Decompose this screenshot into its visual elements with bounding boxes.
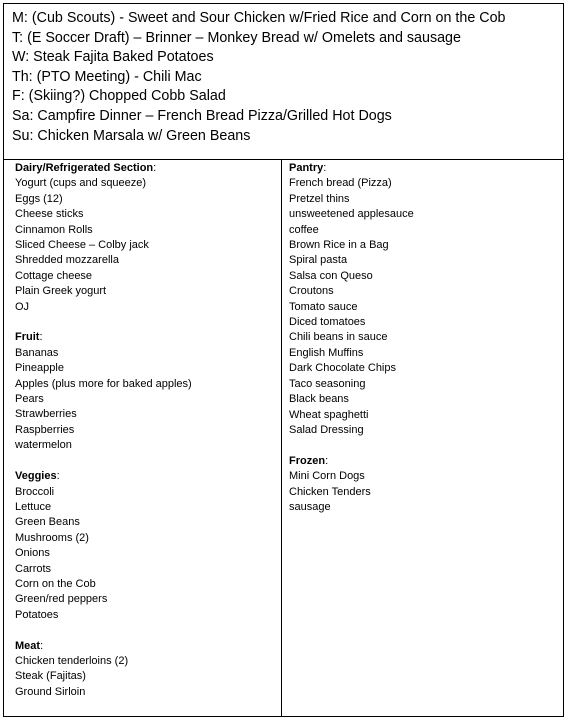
list-item: Plain Greek yogurt	[15, 285, 107, 298]
list-item: Croutons	[289, 285, 334, 298]
list-item: Brown Rice in a Bag	[289, 239, 389, 252]
list-item: Shredded mozzarella	[15, 254, 119, 267]
section-heading-text: Meat	[15, 639, 41, 652]
menu-line-sunday: Su: Chicken Marsala w/ Green Beans	[12, 127, 251, 144]
section-heading	[15, 469, 281, 484]
menu-line-saturday: Sa: Campfire Dinner – French Bread Pizza/Grilled Hot Dogs	[12, 107, 392, 124]
section-veggies	[15, 469, 281, 623]
section-dairy-refrigerated-section	[15, 161, 281, 315]
list-item: Potatoes	[15, 608, 59, 621]
list-item: Salad Dressing	[289, 423, 364, 436]
section-heading-colon: :	[39, 331, 43, 344]
list-item: unsweetened applesauce	[289, 208, 414, 221]
list-item: Lettuce	[15, 500, 52, 513]
list-item: Apples (plus more for baked apples)	[15, 377, 192, 390]
list-item: Diced tomatoes	[289, 316, 366, 329]
list-item: Spiral pasta	[289, 254, 348, 267]
list-item: Steak (Fajitas)	[15, 670, 86, 683]
list-item: Chili beans in sauce	[289, 331, 388, 344]
section-heading	[15, 330, 281, 345]
list-item: sausage	[289, 500, 331, 513]
section-heading	[15, 161, 281, 176]
list-item: Bananas	[15, 346, 59, 359]
list-item: Corn on the Cob	[15, 577, 96, 590]
grocery-list-left-column	[4, 160, 282, 716]
grocery-list-right-column	[282, 160, 563, 716]
section-heading-text: Veggies	[15, 470, 57, 483]
list-item: Wheat spaghetti	[289, 408, 369, 421]
list-item: Strawberries	[15, 408, 77, 421]
weekly-menu	[4, 4, 563, 160]
list-item: Sliced Cheese – Colby jack	[15, 239, 149, 252]
section-heading-colon: :	[325, 454, 329, 467]
section-meat	[15, 639, 281, 701]
list-item: Pretzel thins	[289, 192, 350, 205]
list-item: Ground Sirloin	[15, 685, 86, 698]
menu-line-tuesday: T: (E Soccer Draft) – Brinner – Monkey Bread w/ Omelets and sausage	[12, 29, 461, 46]
list-item: coffee	[289, 223, 319, 236]
list-item: Dark Chocolate Chips	[289, 362, 396, 375]
menu-line-monday: M: (Cub Scouts) - Sweet and Sour Chicken w/Fried Rice and Corn on the Cob	[12, 10, 506, 26]
list-item: Taco seasoning	[289, 377, 366, 390]
section-heading-colon: :	[40, 639, 44, 652]
menu-line-thursday: Th: (PTO Meeting) - Chili Mac	[12, 68, 202, 85]
list-item: Chicken tenderloins (2)	[15, 654, 129, 667]
section-heading-text: Fruit	[15, 331, 40, 344]
section-heading-text: Frozen	[289, 454, 326, 467]
list-item: Cottage cheese	[15, 269, 93, 282]
list-item: Pears	[15, 393, 44, 406]
list-item: French bread (Pizza)	[289, 177, 392, 190]
list-item: Green Beans	[15, 516, 80, 529]
section-heading-text: Dairy/Refrigerated Section	[15, 162, 154, 174]
section-heading-colon: :	[323, 162, 327, 174]
section-fruit	[15, 330, 281, 453]
section-heading-text: Pantry	[289, 162, 324, 174]
list-item: Mini Corn Dogs	[289, 470, 365, 483]
meal-plan-document	[3, 3, 564, 717]
list-item: Black beans	[289, 393, 349, 406]
section-heading	[289, 454, 563, 469]
list-item: Carrots	[15, 562, 52, 575]
list-item: Mushrooms (2)	[15, 531, 89, 544]
list-item: Green/red peppers	[15, 593, 108, 606]
list-item: Salsa con Queso	[289, 269, 373, 282]
list-item: Raspberries	[15, 423, 75, 436]
list-item: watermelon	[15, 439, 72, 452]
section-heading-colon: :	[153, 162, 157, 174]
section-frozen	[289, 454, 563, 516]
section-heading	[289, 161, 563, 176]
list-item: OJ	[15, 300, 30, 313]
list-item: Onions	[15, 547, 50, 560]
list-item: Cinnamon Rolls	[15, 223, 93, 236]
section-pantry	[289, 161, 563, 438]
menu-line-friday: F: (Skiing?) Chopped Cobb Salad	[12, 88, 226, 105]
menu-line-wednesday: W: Steak Fajita Baked Potatoes	[12, 49, 214, 66]
list-item: English Muffins	[289, 346, 364, 359]
list-item: Yogurt (cups and squeeze)	[15, 177, 147, 190]
list-item: Eggs (12)	[15, 192, 63, 205]
list-item: Broccoli	[15, 485, 55, 498]
list-item: Tomato sauce	[289, 300, 358, 313]
section-heading	[15, 639, 281, 654]
list-item: Pineapple	[15, 362, 64, 375]
list-item: Chicken Tenders	[289, 485, 371, 498]
list-item: Cheese sticks	[15, 208, 84, 221]
section-heading-colon: :	[56, 470, 60, 483]
